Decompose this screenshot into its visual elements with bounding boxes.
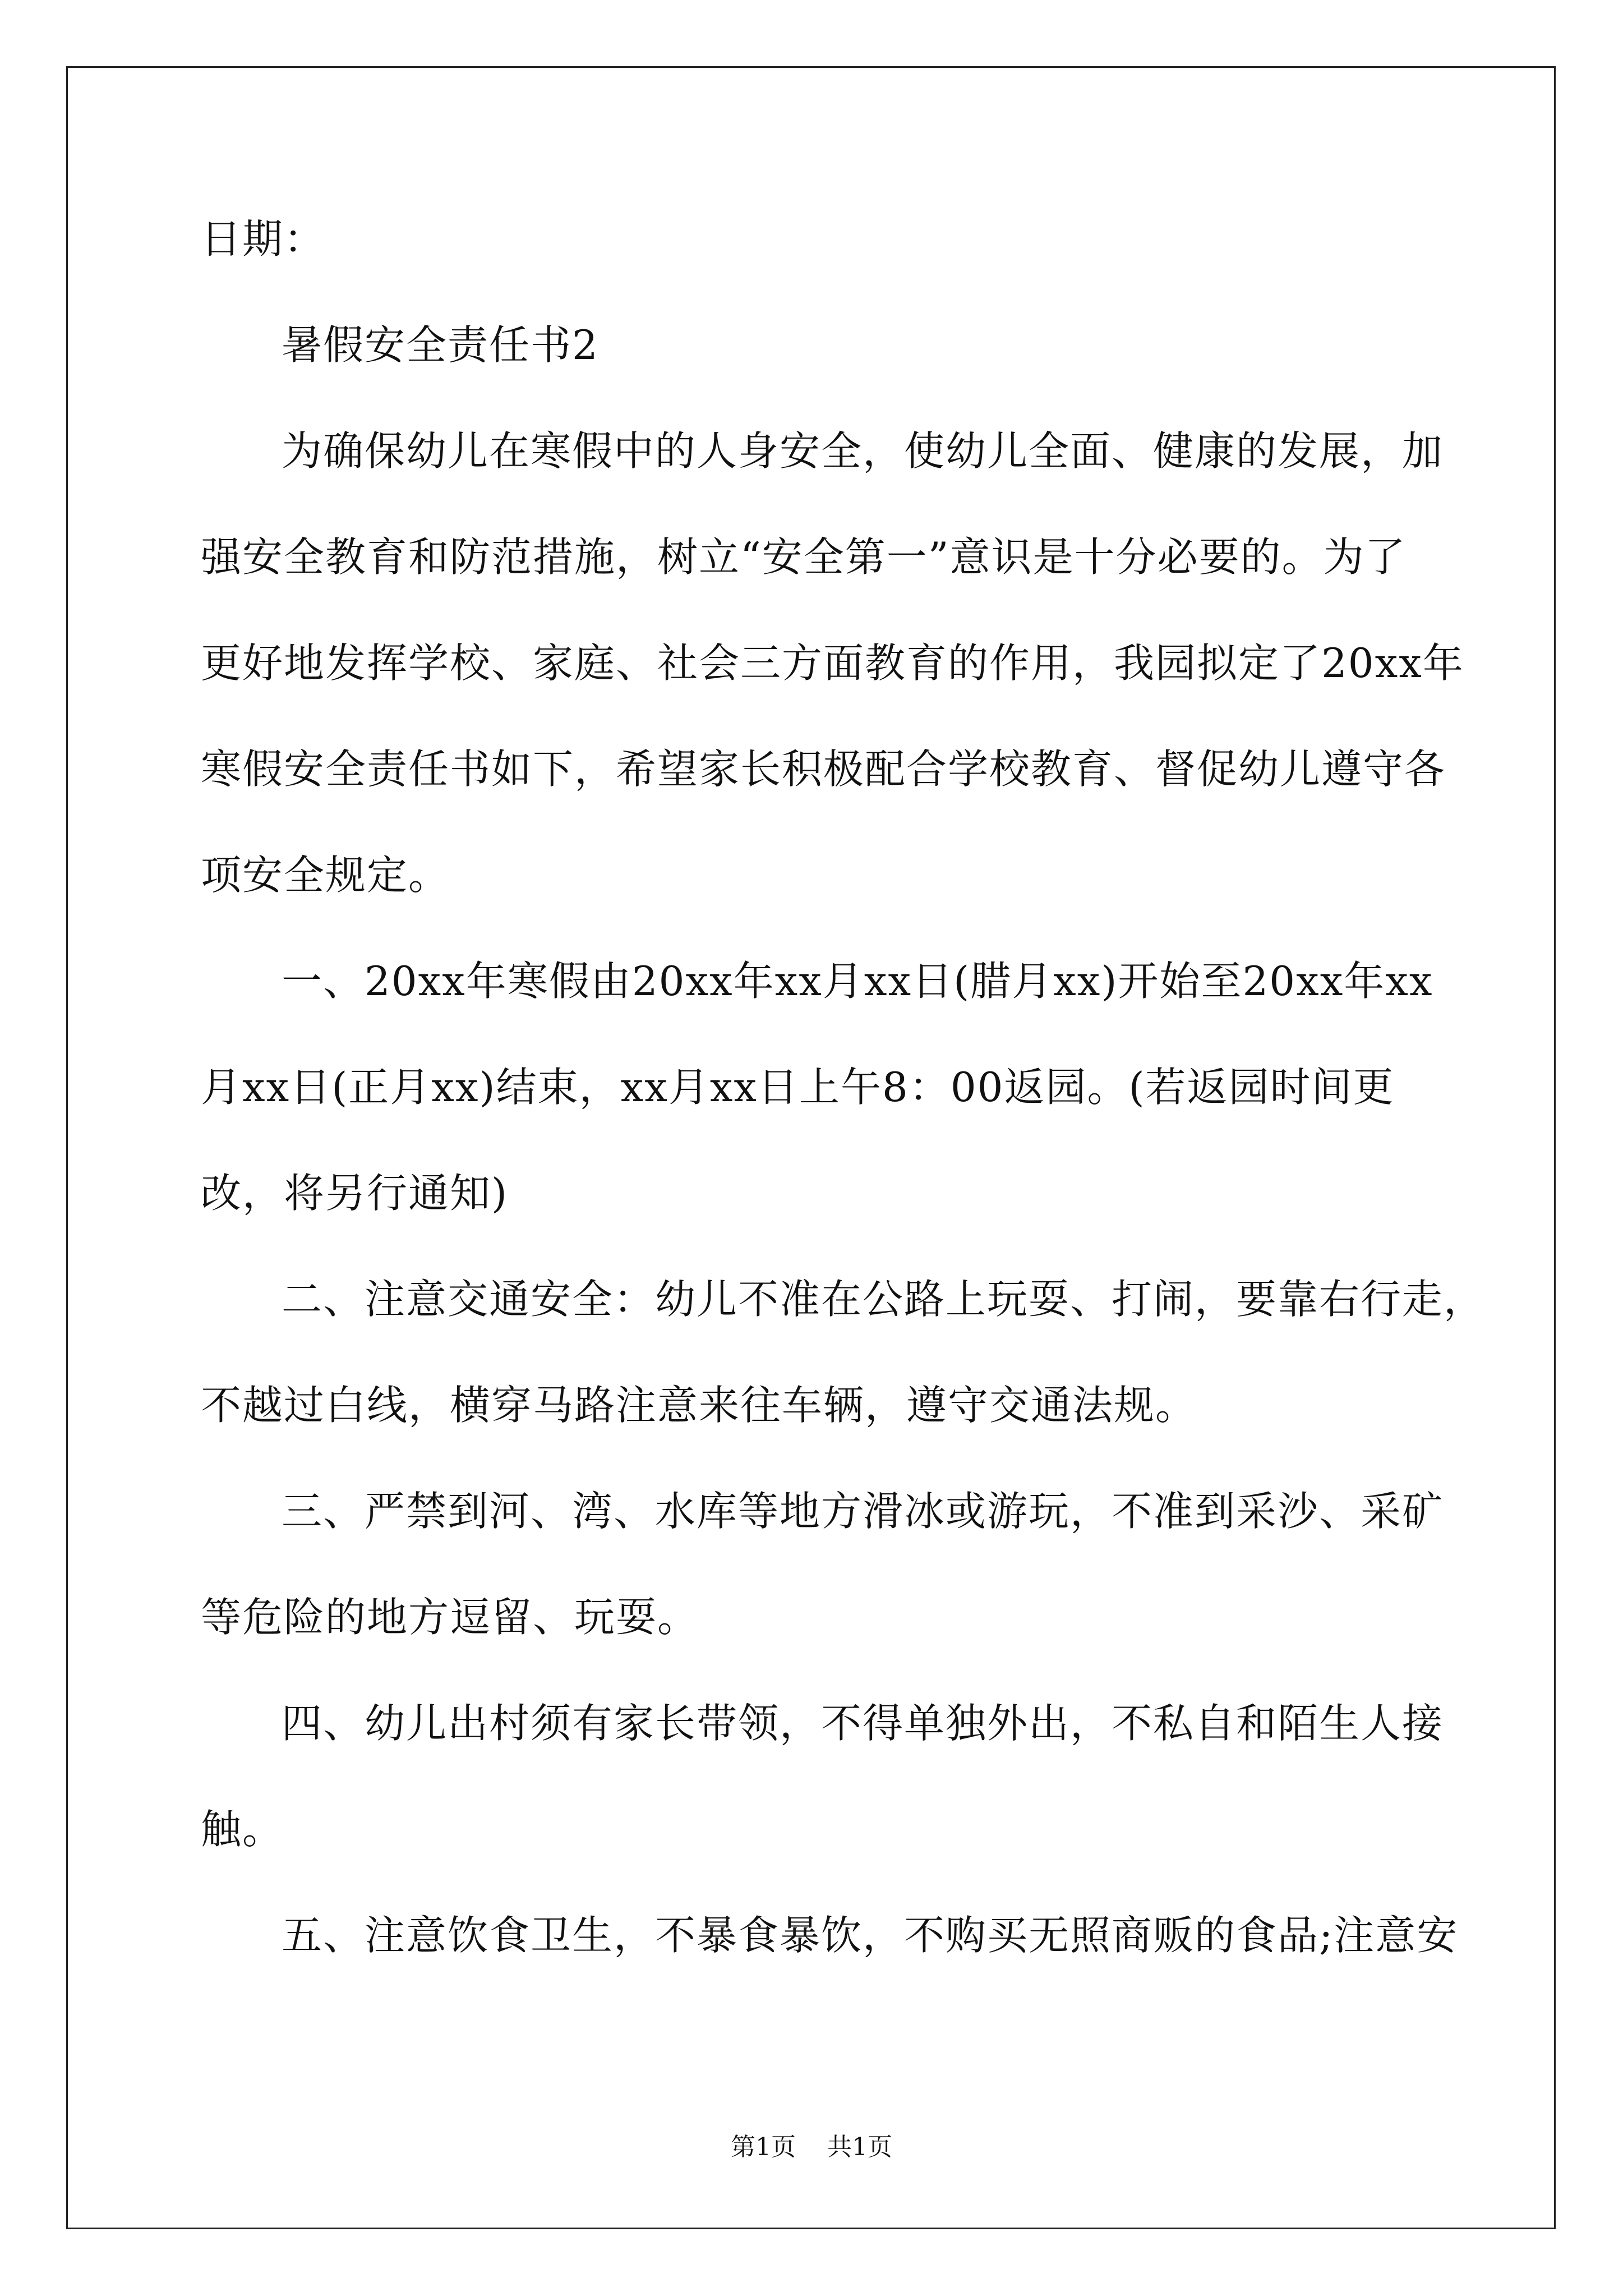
paragraph-item-2 — [201, 1273, 1486, 1431]
paragraph-item-4 — [201, 1697, 1444, 1855]
paragraph-item-1 — [201, 955, 1432, 1219]
paragraph-line: 改，将另行通知) — [201, 1170, 509, 1217]
paragraph-line: 寒假安全责任书如下，希望家长积极配合学校教育、督促幼儿遵守各 — [201, 746, 1446, 793]
paragraph-line: 五、注意饮食卫生，不暴食暴饮，不购买无照商贩的食品;注意安 — [282, 1912, 1459, 1959]
paragraph-line: 项安全规定。 — [201, 852, 450, 899]
page-total: 共1页 — [827, 2133, 892, 2161]
paragraph-line: 四、幼儿出村须有家长带领，不得单独外出，不私自和陌生人接 — [282, 1700, 1444, 1747]
paragraph-line: 不越过白线，横穿马路注意来往车辆，遵守交通法规。 — [201, 1382, 1197, 1429]
paragraph-line: 一、20xx年寒假由20xx年xx月xx日(腊月xx)开始至20xx年xx — [282, 958, 1433, 1005]
paragraph-item-3 — [201, 1485, 1444, 1643]
paragraph-line: 触。 — [201, 1806, 284, 1853]
date-label: 日期： — [201, 215, 326, 263]
document-body — [201, 213, 1486, 1961]
paragraph-item-5 — [201, 1910, 1459, 1961]
page-number: 第1页 — [731, 2133, 796, 2161]
paragraph-line: 等危险的地方逗留、玩耍。 — [201, 1594, 699, 1641]
page-footer — [0, 2132, 1623, 2163]
paragraph-intro — [201, 425, 1464, 901]
paragraph-line: 强安全教育和防范措施，树立“安全第一”意识是十分必要的。为了 — [201, 533, 1407, 581]
paragraph-line: 三、严禁到河、湾、水库等地方滑冰或游玩，不准到采沙、采矿 — [282, 1488, 1444, 1535]
paragraph-line: 月xx日(正月xx)结束，xx月xx日上午8：00返园。(若返园时间更 — [201, 1064, 1395, 1111]
paragraph-line: 二、注意交通安全：幼儿不准在公路上玩耍、打闹，要靠右行走， — [282, 1276, 1486, 1323]
paragraph-line: 更好地发挥学校、家庭、社会三方面教育的作用，我园拟定了20xx年 — [201, 639, 1464, 687]
paragraph-line: 为确保幼儿在寒假中的人身安全，使幼儿全面、健康的发展，加 — [282, 427, 1444, 475]
document-heading: 暑假安全责任书2 — [282, 321, 599, 369]
